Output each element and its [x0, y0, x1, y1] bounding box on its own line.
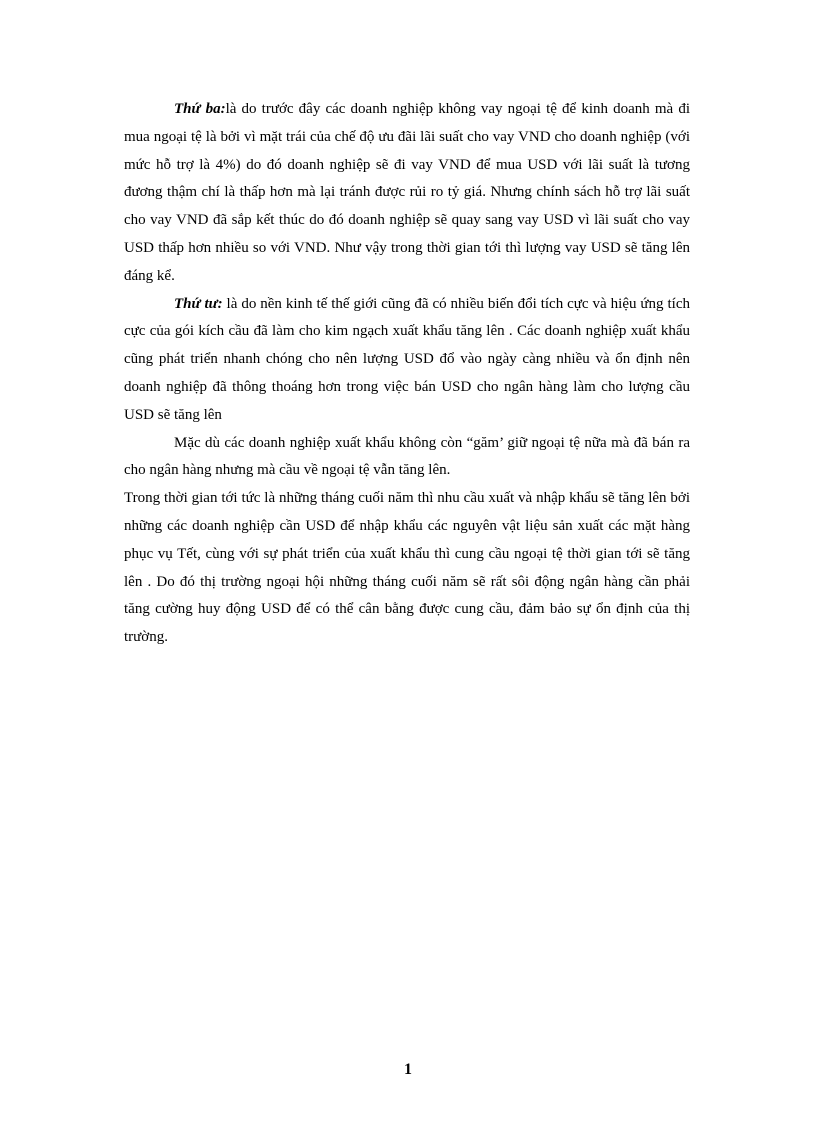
paragraph-lead-thu-tu: Thứ tư: — [174, 295, 223, 312]
paragraph-text-thu-tu: là do nền kinh tế thế giới cũng đã có nhiều biến đổi tích cực và hiệu ứng tích cực của gói kích cầu đã làm cho kim ngạch xuất khẩu tăng lên . Các doanh nghiệp xuất khẩu cũng phát triển nhanh chóng cho nên lượng USD đổ vào ngày càng nhiều và ổn định nên doanh nghiệp đã thông thoáng hơn trong việc bán USD cho ngân hàng làm cho lượng cầu USD sẽ tăng lên — [124, 295, 690, 423]
paragraph-lead-thu-ba: Thứ ba: — [174, 101, 226, 117]
paragraph-thu-tu — [124, 291, 690, 430]
paragraph-trong-thoi-gian: Trong thời gian tới tức là những tháng cuối năm thì nhu cầu xuất và nhập khẩu sẽ tăng lên bởi những các doanh nghiệp cần USD để nhập khẩu các nguyên vật liệu sản xuất các mặt hàng phục vụ Tết, cùng với sự phát triển của xuất khẩu thì cung cầu ngoại tệ thời gian tới sẽ tăng lên . Do đó thị trường ngoại hội những tháng cuối năm sẽ rất sôi động ngân hàng cần phải tăng cường huy động USD để có thể cân bằng được cung cầu, đảm bảo sự ổn định của thị trường. — [124, 490, 690, 646]
document-body — [124, 96, 690, 652]
paragraph-text-thu-ba: là do trước đây các doanh nghiệp không vay ngoại tệ để kinh doanh mà đi mua ngoại tệ là bởi vì mặt trái của chế độ ưu đãi lãi suất cho vay VND cho doanh nghiệp (với mức hỗ trợ là 4%) do đó doanh nghiệp sẽ đi vay VND để mua USD với lãi suất là tương đương thậm chí là thấp hơn mà lại tránh được rủi ro tỷ giá. Nhưng chính sách hỗ trợ lãi suất cho vay VND đã sắp kết thúc do đó doanh nghiệp sẽ quay sang vay USD vì lãi suất cho vay USD thấp hơn nhiều so với VND. Như vậy trong thời gian tới thì lượng vay USD sẽ tăng lên đáng kể. — [124, 101, 690, 284]
paragraph-mac-du: Mặc dù các doanh nghiệp xuất khẩu không còn “găm’ giữ ngoại tệ nữa mà đã bán ra cho ngân hàng nhưng mà cầu về ngoại tệ vẫn tăng lên. — [124, 434, 690, 479]
paragraph-thu-ba — [124, 96, 690, 291]
page-number: 1 — [404, 1061, 412, 1078]
